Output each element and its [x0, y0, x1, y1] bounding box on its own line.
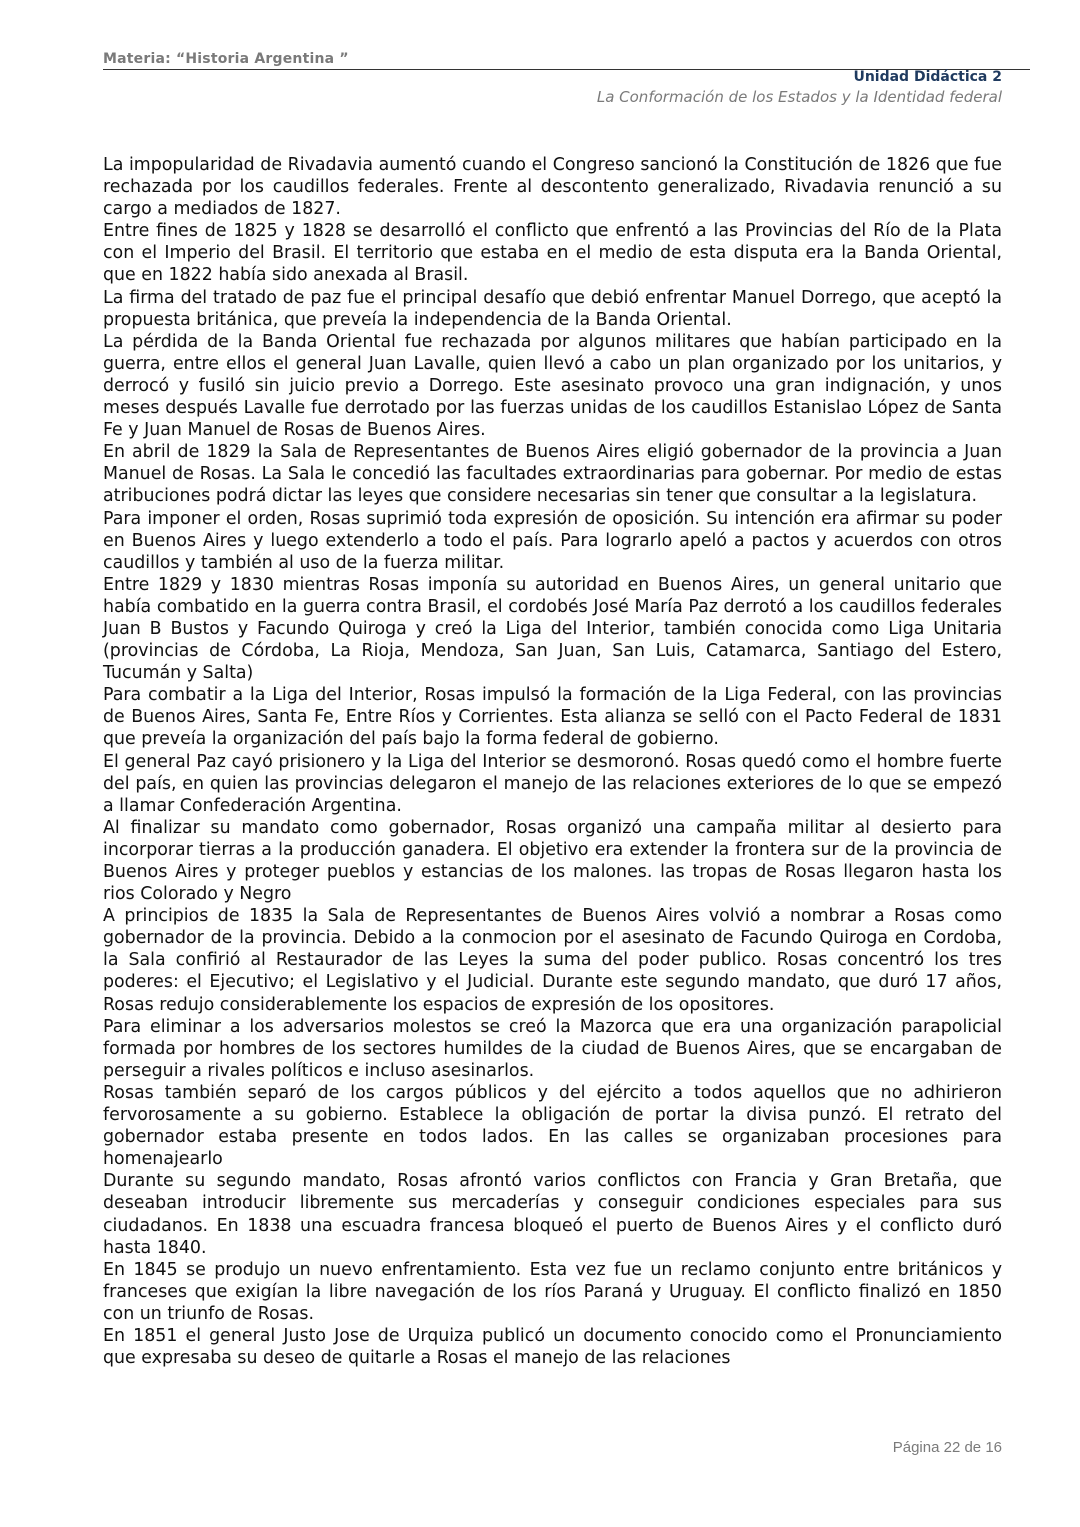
paragraph: Durante su segundo mandato, Rosas afrontó varios conflictos con Francia y Gran Bretaña, que deseaban introducir libremente sus mercaderías y conseguir condiciones especiales para sus ciudadanos. En 1838 una escuadra francesa bloqueó el puerto de Buenos Aires y el conflicto duró hasta 1840. — [103, 1171, 1002, 1258]
paragraph: A principios de 1835 la Sala de Representantes de Buenos Aires volvió a nombrar a Rosas como gobernador de la provincia. Debido a la conmocion por el asesinato de Facundo Quiroga en Cordoba, la Sala confirió al Restaurador de las Leyes la suma del poder publico. Rosas concentró los tres poderes: el Ejecutivo; el Legislativo y el Judicial. Durante este segundo mandato, que duró 17 años, Rosas redujo considerablemente los espacios de expresión de los opositores. — [103, 906, 1002, 1015]
unit-title: Unidad Didáctica 2 — [853, 69, 1002, 85]
paragraph: En 1845 se produjo un nuevo enfrentamiento. Esta vez fue un reclamo conjunto entre británicos y franceses que exigían la libre navegación de los ríos Paraná y Uruguay. El conflicto finalizó en 1850 con un triunfo de Rosas. — [103, 1259, 1002, 1324]
paragraph: La pérdida de la Banda Oriental fue rechazada por algunos militares que habían participado en la guerra, entre ellos el general Juan Lavalle, quien llevó a cabo un plan organizado por los unitarios, y derrocó y fusiló sin juicio previo a Dorrego. Este asesinato provoco una gran indignación, y unos meses después Lavalle fue derrotado por las fuerzas unidas de los caudillos Estanislao López de Santa Fe y Juan Manuel de Rosas de Buenos Aires. — [103, 331, 1002, 441]
paragraph: En abril de 1829 la Sala de Representantes de Buenos Aires eligió gobernador de la provincia a Juan Manuel de Rosas. La Sala le concedió las facultades extraordinarias para gobernar. Por medio de estas atribuciones podrá dictar las leyes que considere necesarias sin tener que consultar a la legislatura. — [103, 442, 1002, 507]
subject-title: Materia: “Historia Argentina ” — [103, 51, 349, 67]
paragraph: Rosas también separó de los cargos públicos y del ejército a todos aquellos que no adhirieron fervorosamente a su gobierno. Establece la obligación de portar la divisa punzó. El retrato del gobernador estaba presente en todos lados. En las calles se organizaban procesiones para homenajearlo — [103, 1082, 1002, 1170]
paragraph: La impopularidad de Rivadavia aumentó cuando el Congreso sancionó la Constitución de 1826 que fue rechazada por los caudillos federales. Frente al descontento generalizado, Rivadavia renunció a su cargo a mediados de 1827. — [103, 155, 1002, 220]
paragraph: Entre fines de 1825 y 1828 se desarrolló el conflicto que enfrentó a las Provincias del Río de la Plata con el Imperio del Brasil. El territorio que estaba en el medio de esta disputa era la Banda Oriental, que en 1822 había sido anexada al Brasil. — [103, 221, 1002, 286]
paragraph: Para eliminar a los adversarios molestos se creó la Mazorca que era una organización parapolicial formada por hombres de los sectores humildes de la ciudad de Buenos Aires, que se encargaban de perseguir a rivales políticos e incluso asesinarlos. — [103, 1016, 1002, 1081]
paragraph: La firma del tratado de paz fue el principal desafío que debió enfrentar Manuel Dorrego, que aceptó la propuesta británica, que preveía la independencia de la Banda Oriental. — [103, 287, 1002, 330]
page-number: Página 22 de 16 — [892, 1439, 1002, 1456]
paragraph: Al finalizar su mandato como gobernador, Rosas organizó una campaña militar al desierto para incorporar tierras a la producción ganadera. El objetivo era extender la frontera sur de la provincia de Buenos Aires y proteger pueblos y estancias de los malones. las tropas de Rosas llegaron hasta los rios Colorado y Negro — [103, 817, 1002, 905]
body-text — [103, 154, 1002, 1369]
paragraph: Entre 1829 y 1830 mientras Rosas imponía su autoridad en Buenos Aires, un general unitario que había combatido en la guerra contra Brasil, el cordobés José María Paz derrotó a los caudillos federales Juan B Bustos y Facundo Quiroga y creó la Liga del Interior, también conocida como Liga Unitaria (provincias de Córdoba, La Rioja, Mendoza, San Juan, San Luis, Catamarca, Santiago del Estero, Tucumán y Salta) — [103, 574, 1002, 684]
paragraph: En 1851 el general Justo Jose de Urquiza publicó un documento conocido como el Pronunciamiento que expresaba su deseo de quitarle a Rosas el manejo de las relaciones — [103, 1325, 1002, 1369]
paragraph: El general Paz cayó prisionero y la Liga del Interior se desmoronó. Rosas quedó como el hombre fuerte del país, en quien las provincias delegaron el manejo de las relaciones exteriores de lo que se empezó a llamar Confederación Argentina. — [103, 751, 1002, 816]
unit-topic: La Conformación de los Estados y la Identidad federal — [596, 88, 1002, 106]
paragraph: Para combatir a la Liga del Interior, Rosas impulsó la formación de la Liga Federal, con las provincias de Buenos Aires, Santa Fe, Entre Ríos y Corrientes. Esta alianza se selló con el Pacto Federal de 1831 que preveía la organización del país bajo la forma federal de gobierno. — [103, 685, 1002, 750]
paragraph: Para imponer el orden, Rosas suprimió toda expresión de oposición. Su intención era afirmar su poder en Buenos Aires y luego extenderlo a todo el país. Para lograrlo apeló a pactos y acuerdos con otros caudillos y también al uso de la fuerza militar. — [103, 508, 1002, 573]
